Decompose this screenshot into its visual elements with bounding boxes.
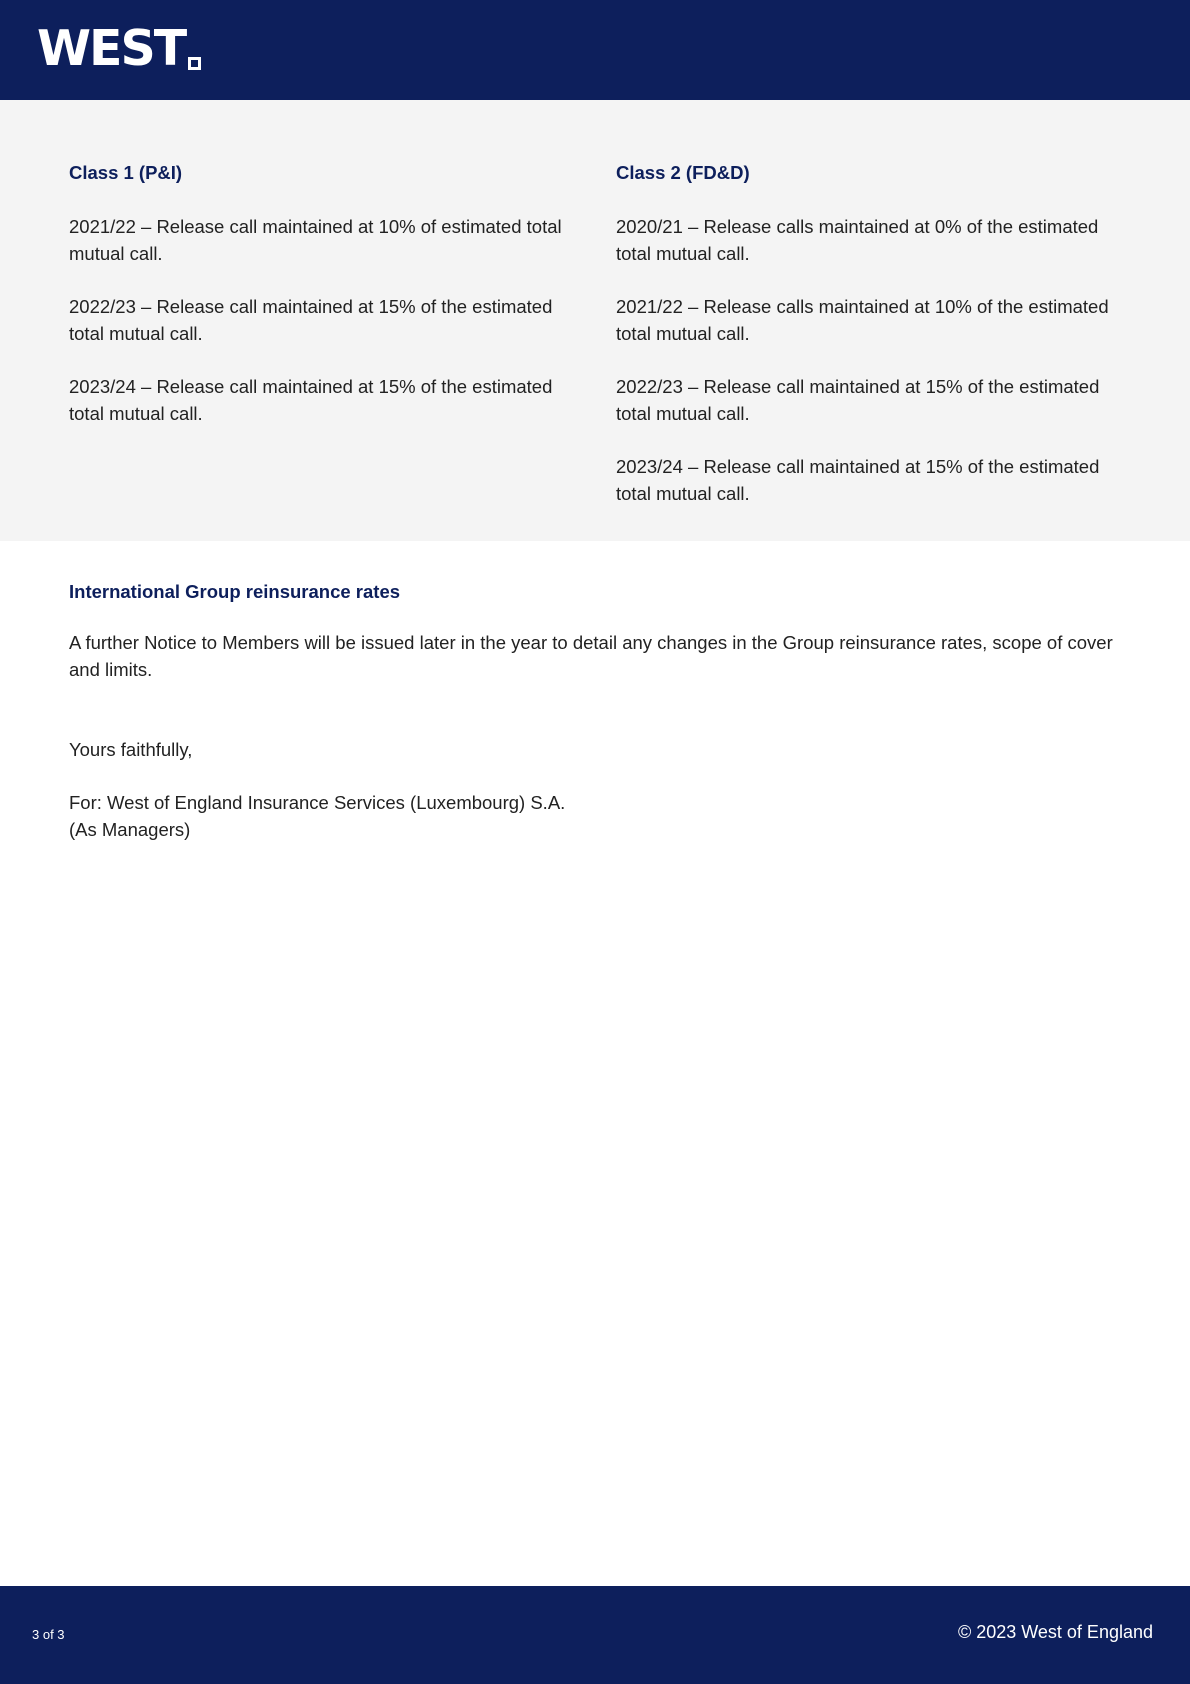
class1-item: 2022/23 – Release call maintained at 15% of the estimated total mutual call. — [69, 296, 553, 344]
class2-item: 2020/21 – Release calls maintained at 0% of the estimated total mutual call. — [616, 216, 1099, 264]
page-header — [0, 0, 1190, 100]
class2-item: 2023/24 – Release call maintained at 15% of the estimated total mutual call. — [616, 456, 1100, 504]
class1-item: 2023/24 – Release call maintained at 15% of the estimated total mutual call. — [69, 376, 553, 424]
signatory: For: West of England Insurance Services (Luxembourg) S.A. — [69, 792, 566, 813]
class2-item: 2022/23 – Release call maintained at 15% of the estimated total mutual call. — [616, 376, 1100, 424]
logo-square-icon — [188, 57, 201, 70]
class2-column — [616, 160, 1116, 533]
ig-section-heading: International Group reinsurance rates — [69, 581, 401, 602]
letter-closing — [69, 736, 969, 843]
ig-reinsurance-section — [69, 579, 1129, 683]
class1-heading: Class 1 (P&I) — [69, 162, 183, 183]
class2-item: 2021/22 – Release calls maintained at 10% of the estimated total mutual call. — [616, 296, 1109, 344]
copyright-notice: © 2023 West of England — [957, 1622, 1153, 1642]
class2-heading: Class 2 (FD&D) — [616, 162, 750, 183]
ig-section-body: A further Notice to Members will be issued later in the year to detail any changes in the Group reinsurance rates, scope of cover and limits. — [69, 632, 1113, 680]
class1-item: 2021/22 – Release call maintained at 10% of estimated total mutual call. — [69, 216, 562, 264]
west-logo — [37, 20, 201, 77]
logo-wordmark: WEST — [37, 20, 186, 77]
class1-column — [69, 160, 569, 453]
signatory-role: (As Managers) — [69, 819, 191, 840]
page-number: 3 of 3 — [32, 1627, 65, 1642]
salutation: Yours faithfully, — [69, 739, 193, 760]
